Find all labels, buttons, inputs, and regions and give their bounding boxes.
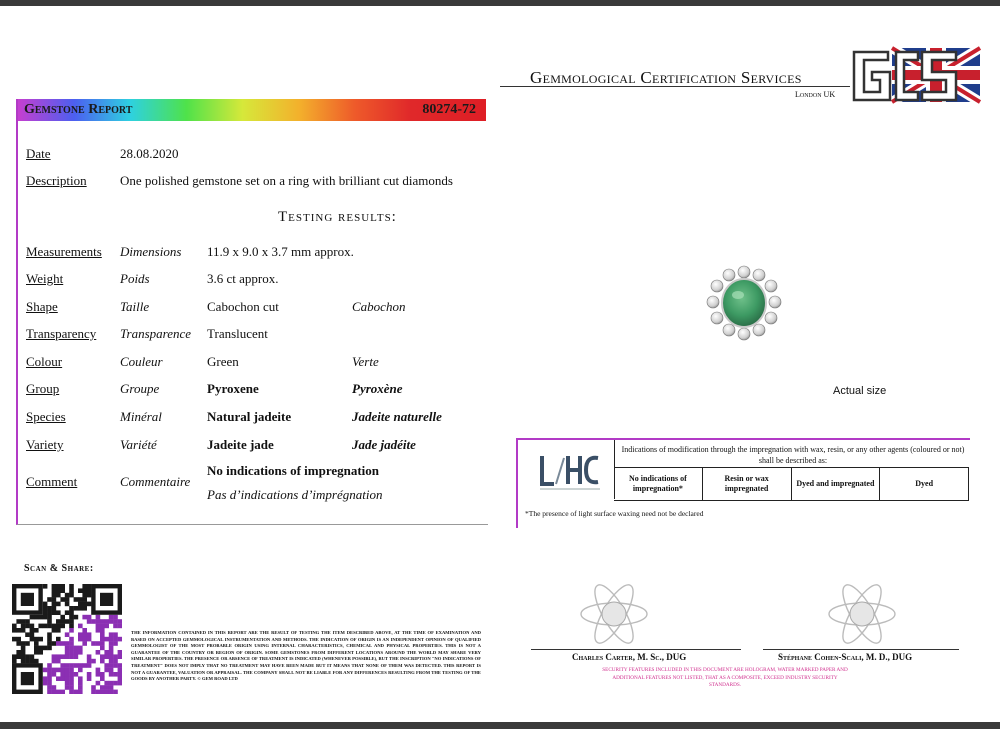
signature-line-right [763,649,959,650]
measurements-label: Measurements [26,244,102,259]
mod-col-resin-wax: Resin or wax impregnated [702,468,791,500]
comment-value: No indications of impregnation [207,463,380,478]
transparency-label-fr: Transparence [120,326,192,341]
shape-label: Shape [26,299,58,314]
group-label: Group [26,381,60,396]
weight-value: 3.6 ct approx. [207,271,279,286]
group-value-fr: Pyroxène [352,381,403,396]
variety-value-fr: Jade jadéite [352,437,416,452]
scan-share-label: Scan & Share: [24,563,94,574]
group-value: Pyroxene [207,381,259,396]
mod-col-no-indications: No indications of impregnation* [628,474,687,493]
image-caption: Actual size [833,385,887,397]
certificate-page [0,6,1000,722]
shape-value: Cabochon cut [207,299,279,314]
shape-value-fr: Cabochon [352,299,406,314]
weight-label-fr: Poids [120,271,150,286]
organization-city: London UK [795,90,836,99]
modification-table [614,467,969,501]
shape-label-fr: Taille [120,299,150,314]
signature-line-left [531,649,741,650]
gcs-union-jack-logo [852,46,982,104]
date-label: Date [26,146,51,161]
modification-panel [516,438,970,528]
report-title-bar [18,99,486,121]
modification-heading: Indications of modification through the impregnation with wax, resin, or any other agents (coloured or not) shall be described as: [621,445,965,465]
comment-label-fr: Commentaire [120,474,191,489]
transparency-label: Transparency [26,326,97,341]
weight-label: Weight [26,271,64,286]
species-value-fr: Jadeite naturelle [352,409,442,424]
colour-label-fr: Couleur [120,354,163,369]
atom-seal-right [826,578,898,650]
signer-name-left: Charles Carter, M. Sc., DUG [572,652,687,662]
species-label-fr: Minéral [120,409,162,424]
gemstone-ring-photo [704,264,784,342]
colour-value: Green [207,354,239,369]
lmhc-logo-box [518,440,615,499]
testing-results-title: Testing results: [278,209,397,225]
colour-label: Colour [26,354,63,369]
mod-col-dyed-impregnated: Dyed and impregnated [791,468,880,500]
comment-label: Comment [26,474,78,489]
colour-value-fr: Verte [352,354,379,369]
comment-value-fr: Pas d’indications d’imprégnation [207,487,383,502]
atom-seal-left [578,578,650,650]
report-title: Gemstone Report [24,102,133,117]
gemstone-report-panel [16,99,488,525]
variety-value: Jadeite jade [207,437,274,452]
group-label-fr: Groupe [120,381,160,396]
description-value: One polished gemstone set on a ring with brilliant cut diamonds [120,173,453,188]
organization-name: Gemmological Certification Services [530,68,802,87]
report-number: 80274-72 [422,102,476,117]
measurements-value: 11.9 x 9.0 x 3.7 mm approx. [207,244,354,259]
modification-footnote: *The presence of light surface waxing need not be declared [525,509,704,518]
lmhc-logo [518,440,614,499]
species-value: Natural jadeite [207,409,292,424]
qr-code[interactable] [12,584,122,694]
species-label: Species [26,409,66,424]
description-label: Description [26,173,87,188]
mod-col-dyed: Dyed [879,468,968,500]
variety-label: Variety [26,437,64,452]
signer-name-right: Stéphane Cohen-Scali, M. D., DUG [778,652,913,662]
date-value: 28.08.2020 [120,146,179,161]
disclaimer-text: THE INFORMATION CONTAINED IN THIS REPORT ARE THE RESULT OF TESTING THE ITEM DESCRIBED ABOVE, AT THE TIME OF EXAMINATION AND BASED ON ACCEPTED GEMMOLOGICAL INSTRUMENTATION AND METHODS. THE INDICATION OF ORIGIN IS AN INDEPENDENT OPINION OF QUALIFIED GEMMOLOGIST OF THE MOST PROBABLE ORIGIN USING INTERNAL CHARACTERISTICS, CHEMICAL AND PHYSICAL PROPERTIES. THIS IS NOT A GUARANTEE OF THE COUNTRY OR REGION OF ORIGIN. SOME GEMSTONES FROM DIFFERENT LOCATIONS AROUND THE WORLD MAY SHARE VERY SIMILAR PROPERTIES. THE PRESENCE OR ABSENCE OF TREATMENT IS INDICATED (WHENEVER POSSIBLE), BUT THE INSCRIPTION "NO INDICATIONS OF TREATMENT" DOES NOT IMPLY THAT NO TREATMENT MAY HAVE BEEN MADE BUT IT MEANS THAT NONE OF THEM WAS DETECTED. THIS REPORT IS NOT A GUARANTEE, VALUATION OR APPRAISAL. THE COMPANY SHALL NOT BE LIABLE FOR ANY DIFFERENCES RESULTING FROM THE TESTING OF THE GOODS BY ANOTHER PARTY. © GEM ROAD LTD [131,630,481,682]
security-note: SECURITY FEATURES INCLUDED IN THIS DOCUMENT ARE HOLOGRAM, WATER MARKED PAPER AND ADDITIONAL FEATURES NOT LISTED, THAT AS A COMPOSITE, EXCEED INDUSTRY SECURITY STANDARDS. [602,667,848,688]
measurements-label-fr: Dimensions [120,244,182,259]
transparency-value: Translucent [207,326,268,341]
variety-label-fr: Variété [120,437,157,452]
header-rule [500,86,850,87]
